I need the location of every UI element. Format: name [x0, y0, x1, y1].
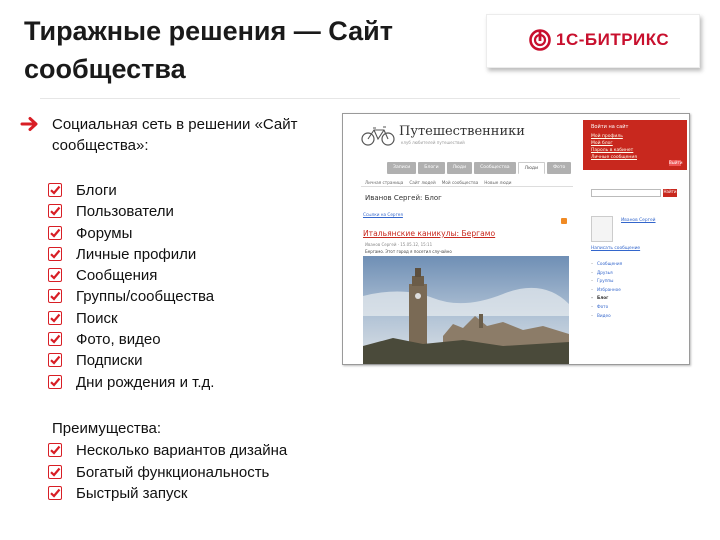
write-message-link[interactable]: Написать сообщение	[591, 246, 641, 251]
checkbox-checked-icon	[48, 226, 62, 240]
list-item: Сообщения	[48, 265, 214, 286]
checkbox-checked-icon	[48, 353, 62, 367]
menu-item[interactable]: – Сообщения	[591, 260, 622, 269]
login-title: Войти на сайт	[591, 124, 629, 130]
list-item: Фото, видео	[48, 329, 214, 350]
checkbox-checked-icon	[48, 332, 62, 346]
site-subnav	[365, 180, 512, 185]
search-input[interactable]	[591, 189, 661, 197]
blog-heading: Иванов Сергей: Блог	[365, 194, 442, 202]
login-link[interactable]: Мой профиль	[591, 134, 623, 139]
rss-icon[interactable]	[561, 218, 567, 224]
nav-item[interactable]: Фото	[547, 162, 571, 174]
logout-button[interactable]: Выйти	[669, 160, 683, 165]
advantages-heading: Преимущества:	[52, 420, 162, 437]
site-nav	[387, 162, 571, 174]
site-header	[343, 114, 689, 165]
intro	[20, 114, 330, 156]
checkbox-checked-icon	[48, 311, 62, 325]
checkbox-checked-icon	[48, 204, 62, 218]
subnav-item[interactable]: Мой сообщества	[441, 180, 479, 185]
menu-item[interactable]: – Друзья	[591, 269, 622, 278]
profile-name[interactable]: Иванов Сергей	[621, 218, 656, 223]
arrow-right-icon	[20, 116, 42, 132]
list-item: Пользователи	[48, 201, 214, 222]
divider	[40, 98, 680, 99]
login-panel	[583, 120, 687, 170]
page-title: Тиражные решения — Сайт сообщества	[24, 16, 393, 84]
advantages-list	[48, 440, 287, 505]
avatar[interactable]	[591, 216, 613, 242]
list-item: Форумы	[48, 223, 214, 244]
features-list	[48, 180, 214, 393]
login-link[interactable]: Пароль в кабинет	[591, 148, 634, 153]
site-tagline: клуб любителей путешествий	[401, 140, 465, 145]
list-item: Поиск	[48, 308, 214, 329]
nav-item[interactable]: Записи	[387, 162, 416, 174]
menu-item-current[interactable]: – Блог	[591, 294, 622, 303]
checkbox-checked-icon	[48, 247, 62, 261]
nav-item[interactable]: Люди	[447, 162, 472, 174]
checkbox-checked-icon	[48, 289, 62, 303]
bicycle-icon	[361, 124, 395, 146]
menu-item[interactable]: – Фото	[591, 303, 622, 312]
checkbox-checked-icon	[48, 183, 62, 197]
bitrix-logo-icon	[529, 29, 551, 51]
divider	[361, 186, 573, 187]
list-item: Дни рождения и т.д.	[48, 372, 214, 393]
nav-item[interactable]: Блоги	[418, 162, 444, 174]
brand-logo	[486, 14, 700, 68]
list-item: Подписки	[48, 350, 214, 371]
post-excerpt: Бергамо. Этот город я посетил случайно	[365, 249, 452, 254]
search-button[interactable]: Найти	[663, 189, 677, 197]
subnav-item[interactable]: Сайт людей	[409, 180, 436, 185]
checkbox-checked-icon	[48, 268, 62, 282]
list-item: Блоги	[48, 180, 214, 201]
checkbox-checked-icon	[48, 465, 62, 479]
profile-card	[591, 216, 681, 254]
menu-item[interactable]: – Видео	[591, 312, 622, 321]
site-screenshot	[342, 113, 690, 365]
login-link[interactable]: Мой блог	[591, 141, 613, 146]
logo-text: 1С-БИТРИКС	[556, 30, 670, 49]
nav-item-active[interactable]: Люди	[518, 162, 545, 174]
list-item: Группы/сообщества	[48, 286, 214, 307]
profile-menu	[591, 260, 622, 320]
intro-text: Социальная сеть в решении «Сайт сообщества»:	[52, 116, 298, 154]
list-item: Несколько вариантов дизайна	[48, 440, 287, 462]
menu-item[interactable]: – Группы	[591, 277, 622, 286]
menu-item[interactable]: – Избранное	[591, 286, 622, 295]
site-name: Путешественники	[399, 124, 525, 139]
post-meta: Иванов Сергей · 15.05.12, 15:11	[365, 242, 433, 247]
subnav-item[interactable]: Новые люди	[484, 180, 512, 185]
subnav-item[interactable]: Личная страница	[365, 180, 404, 185]
list-item: Личные профили	[48, 244, 214, 265]
checkbox-checked-icon	[48, 486, 62, 500]
author-link[interactable]: Ссылки на Сергея	[363, 212, 403, 217]
checkbox-checked-icon	[48, 443, 62, 457]
post-photo	[363, 256, 569, 365]
checkbox-checked-icon	[48, 375, 62, 389]
list-item: Богатый функциональность	[48, 462, 287, 484]
list-item: Быстрый запуск	[48, 483, 287, 505]
post-title[interactable]: Итальянские каникулы: Бергамо	[363, 229, 496, 238]
nav-item[interactable]: Сообщества	[474, 162, 516, 174]
login-link[interactable]: Личные сообщения	[591, 155, 637, 160]
